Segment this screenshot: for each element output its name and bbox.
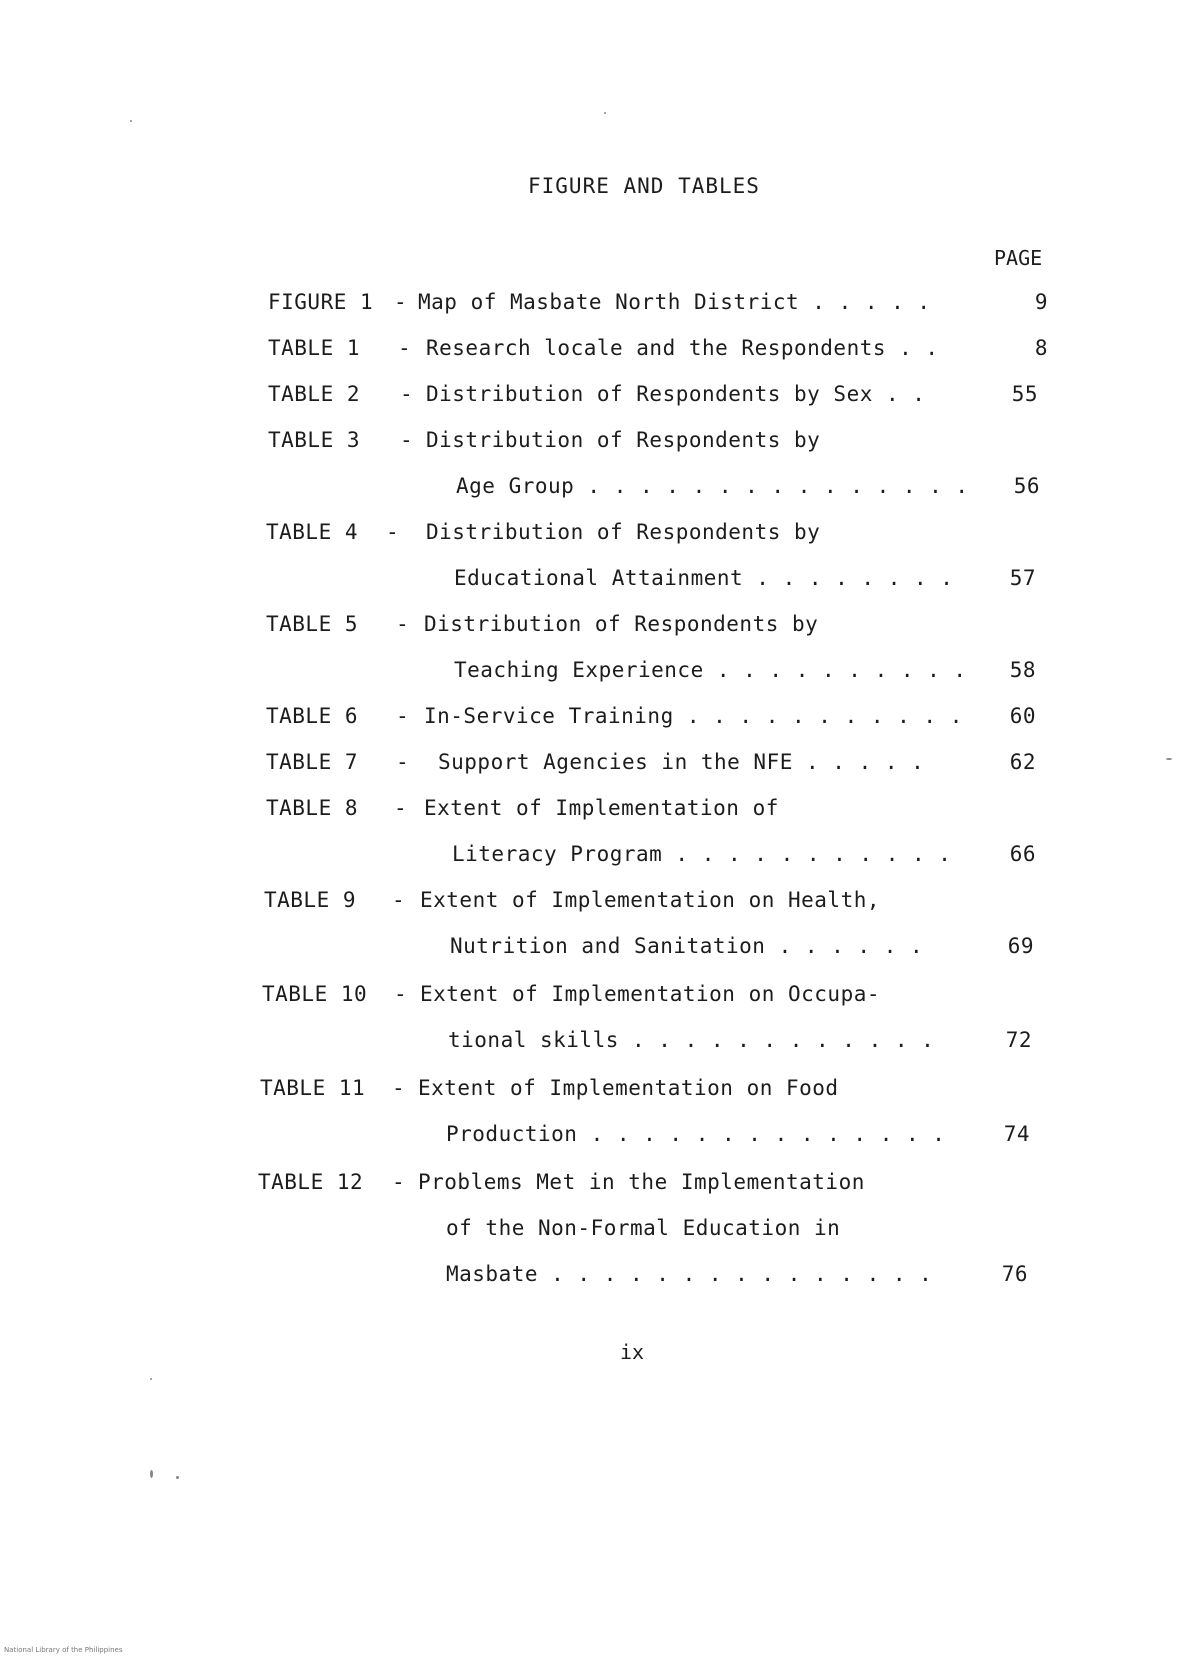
entry-label: TABLE 5 [266,612,359,636]
entry-separator: - [392,888,406,912]
entry-separator: - [392,1076,406,1100]
entry-title: Distribution of Respondents by [426,520,821,544]
scan-speck [150,1470,153,1478]
entry-separator: - [396,750,410,774]
entry-separator: - [394,796,408,820]
page-title: FIGURE AND TABLES [528,174,760,198]
entry-label: TABLE 10 [262,982,368,1006]
entry-title: Extent of Implementation on Health, [420,888,881,912]
entry-label: TABLE 12 [258,1170,364,1194]
entry-title-continued: Teaching Experience . . . . . . . . . . [454,658,967,682]
entry-page-number: 56 [1013,474,1040,498]
entry-title: Extent of Implementation on Food [418,1076,839,1100]
scan-speck [604,112,606,114]
page-column-header: PAGE [994,246,1043,270]
entry-title-continued: Age Group . . . . . . . . . . . . . . . [456,474,969,498]
entry-separator: - [394,982,408,1006]
entry-title: Extent of Implementation of [424,796,779,820]
entry-separator: - [396,612,410,636]
entry-title: In-Service Training . . . . . . . . . . . [424,704,963,728]
entry-separator: - [400,428,414,452]
entry-page-number: 74 [1003,1122,1030,1146]
scan-speck [1166,758,1172,760]
entry-title-continued: tional skills . . . . . . . . . . . . [448,1028,935,1052]
entry-title-continued: Nutrition and Sanitation . . . . . . [450,934,924,958]
entry-label: TABLE 6 [266,704,359,728]
entry-label: FIGURE 1 [268,290,374,314]
entry-separator: - [392,1170,406,1194]
entry-title-continued: Educational Attainment . . . . . . . . [454,566,954,590]
entry-label: TABLE 4 [266,520,359,544]
entry-page-number: 55 [1011,382,1038,406]
entry-page-number: 9 [1034,290,1048,314]
entry-page-number: 62 [1009,750,1036,774]
entry-title: Extent of Implementation on Occupa- [420,982,881,1006]
entry-title: Distribution of Respondents by [424,612,819,636]
entry-title: Distribution of Respondents by Sex . . [426,382,926,406]
entry-separator: - [394,290,408,314]
entry-label: TABLE 3 [268,428,361,452]
entry-label: TABLE 9 [264,888,357,912]
entry-page-number: 8 [1034,336,1048,360]
entry-page-number: 60 [1009,704,1036,728]
entry-title-continued: Masbate . . . . . . . . . . . . . . . [446,1262,933,1286]
entry-label: TABLE 1 [268,336,361,360]
entry-label: TABLE 2 [268,382,361,406]
scan-speck [130,120,132,122]
entry-title-continued: Literacy Program . . . . . . . . . . . [452,842,952,866]
entry-separator: - [400,382,414,406]
entry-title: Support Agencies in the NFE . . . . . [438,750,925,774]
page-folio: ix [620,1340,645,1364]
entry-page-number: 66 [1009,842,1036,866]
entry-title-continued: of the Non-Formal Education in [446,1216,841,1240]
entry-page-number: 72 [1005,1028,1032,1052]
scan-speck [176,1476,179,1479]
entry-title: Map of Masbate North District . . . . . [418,290,931,314]
entry-page-number: 76 [1001,1262,1028,1286]
entry-label: TABLE 7 [266,750,359,774]
entry-title: Problems Met in the Implementation [418,1170,865,1194]
entry-page-number: 57 [1009,566,1036,590]
entry-title: Distribution of Respondents by [426,428,821,452]
entry-title-continued: Production . . . . . . . . . . . . . . [446,1122,946,1146]
entry-page-number: 58 [1009,658,1036,682]
entry-separator: - [386,520,400,544]
scan-speck [150,1378,152,1380]
entry-page-number: 69 [1007,934,1034,958]
entry-label: TABLE 11 [260,1076,366,1100]
entry-separator: - [396,704,410,728]
entry-label: TABLE 8 [266,796,359,820]
entry-title: Research locale and the Respondents . . [426,336,939,360]
archive-footer: National Library of the Philippines [4,1646,123,1654]
entry-separator: - [398,336,412,360]
